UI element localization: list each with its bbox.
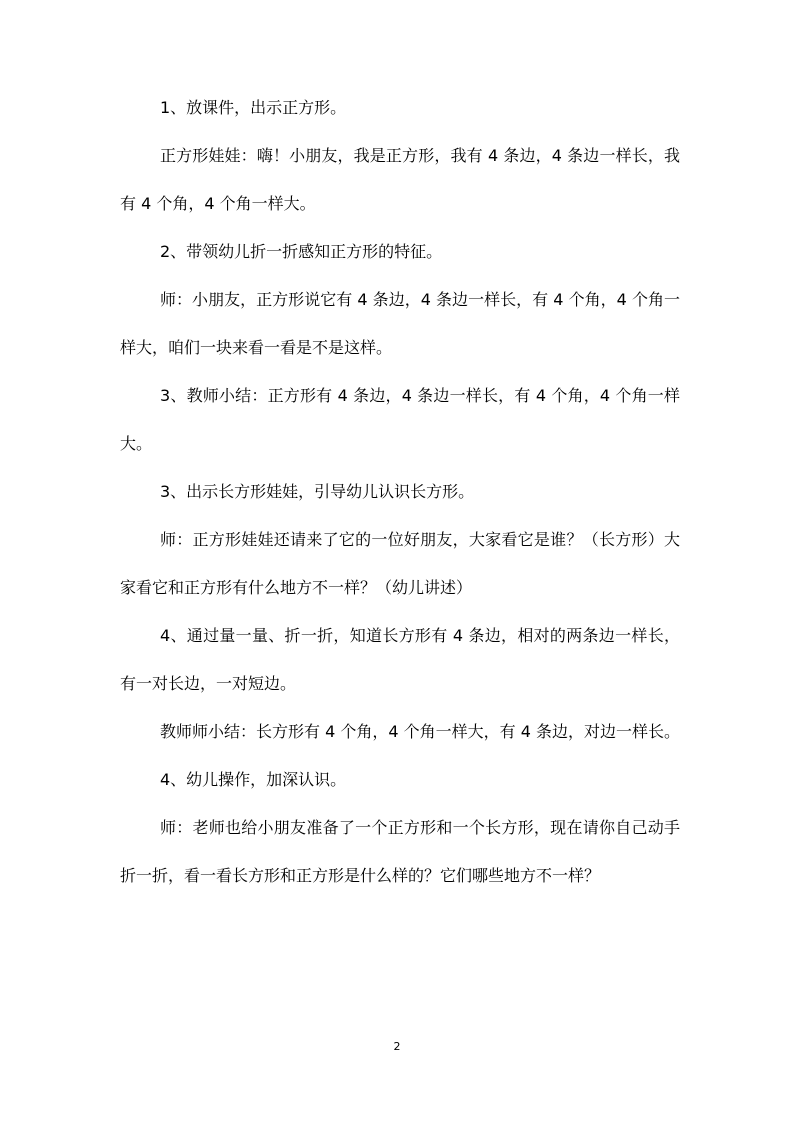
document-body bbox=[120, 84, 680, 900]
paragraph-9: 教师师小结：长方形有 4 个角，4 个角一样大，有 4 条边，对边一样长。 bbox=[160, 722, 680, 741]
paragraph-1: 1、放课件，出示正方形。 bbox=[160, 98, 347, 117]
paragraph-11: 师：老师也给小朋友准备了一个正方形和一个长方形，现在请你自己动手折一折，看一看长方形和正方形是什么样的？它们哪些地方不一样？ bbox=[120, 818, 680, 885]
paragraph-10: 4、幼儿操作，加深认识。 bbox=[160, 770, 347, 789]
paragraph-7: 师：正方形娃娃还请来了它的一位好朋友，大家看它是谁？（长方形）大家看它和正方形有什么地方不一样？（幼儿讲述） bbox=[120, 530, 680, 597]
page-number: 2 bbox=[393, 1040, 401, 1053]
paragraph-5: 3、教师小结：正方形有 4 条边，4 条边一样长，有 4 个角，4 个角一样大。 bbox=[120, 386, 680, 453]
paragraph-6: 3、出示长方形娃娃，引导幼儿认识长方形。 bbox=[160, 482, 475, 501]
paragraph-4: 师：小朋友，正方形说它有 4 条边，4 条边一样长，有 4 个角，4 个角一样大，咱们一块来看一看是不是这样。 bbox=[120, 290, 680, 357]
paragraph-2: 正方形娃娃：嗨！小朋友，我是正方形，我有 4 条边，4 条边一样长，我有 4 个角，4 个角一样大。 bbox=[120, 146, 680, 213]
paragraph-8: 4、通过量一量、折一折，知道长方形有 4 条边，相对的两条边一样长，有一对长边，一对短边。 bbox=[120, 626, 680, 693]
paragraph-3: 2、带领幼儿折一折感知正方形的特征。 bbox=[160, 242, 443, 261]
